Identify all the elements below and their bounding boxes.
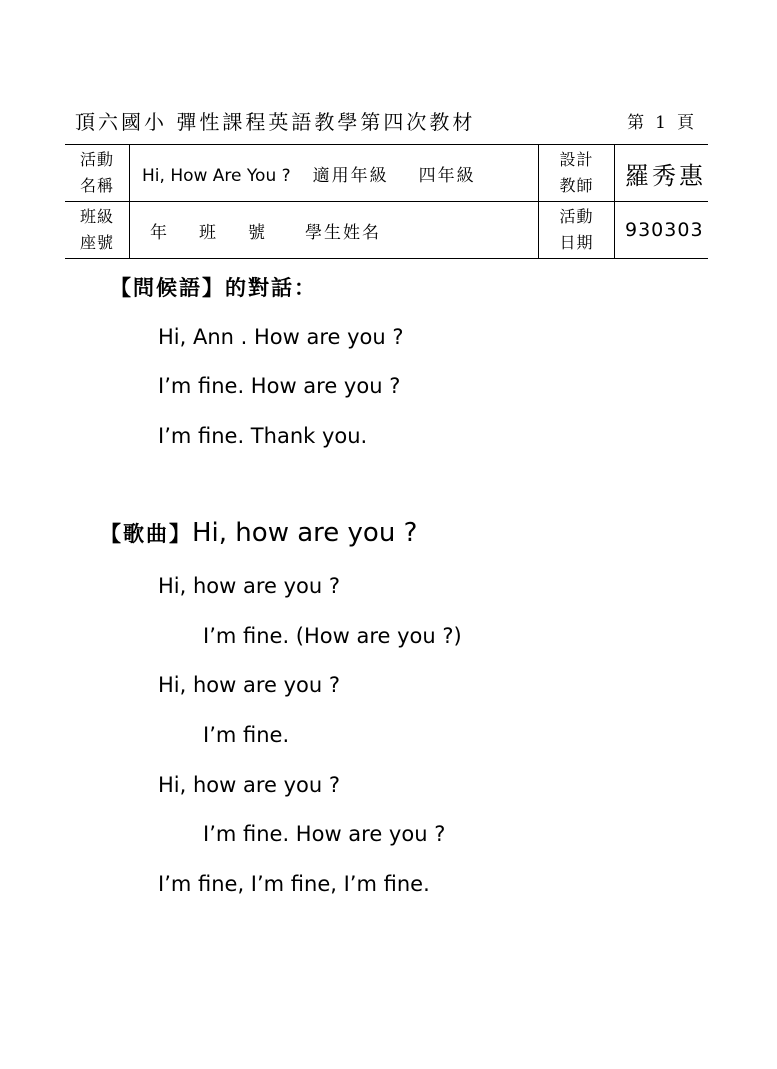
- student-name-label: 學生姓名: [305, 222, 381, 243]
- info-table: [65, 144, 708, 259]
- dialogue-line: I’m fine. Thank you.: [158, 424, 368, 448]
- info-row-activity: [65, 145, 708, 202]
- grade-label: 適用年級: [312, 165, 389, 186]
- page-number: [622, 108, 700, 133]
- activity-date: 930303: [615, 202, 709, 259]
- teacher-name: 羅秀惠: [615, 145, 709, 202]
- class-seat-label: 班級 座號: [65, 202, 130, 259]
- info-row-student: [65, 202, 708, 259]
- song-line: Hi, how are you ?: [158, 773, 341, 797]
- number-label: 號: [248, 222, 265, 243]
- document-header: [75, 106, 700, 134]
- document-title: 頂六國小 彈性課程英語教學第四次教材: [75, 110, 476, 134]
- song-line: I’m fine. (How are you ?): [203, 624, 462, 648]
- grade-value: 四年級: [418, 165, 476, 186]
- song-title: Hi, how are you ?: [192, 518, 418, 548]
- activity-name: Hi, How Are You ?: [142, 165, 291, 186]
- section-greetings-heading: 【問候語】的對話：: [110, 275, 317, 300]
- song-line: Hi, how are you ?: [158, 574, 341, 598]
- song-heading-cn: 【歌曲】: [100, 521, 192, 546]
- song-line: I’m fine.: [203, 723, 290, 747]
- page-prefix: 第: [627, 113, 646, 133]
- song-line: I’m fine. How are you ?: [203, 822, 446, 846]
- activity-name-cell: [130, 145, 539, 202]
- date-label: 活動 日期: [539, 202, 615, 259]
- teacher-label: 設計 教師: [539, 145, 615, 202]
- dialogue-line: I’m fine. How are you ?: [158, 374, 401, 398]
- student-info-cell: [130, 202, 539, 259]
- section-song-heading: [100, 518, 417, 548]
- song-line: I’m fine, I’m fine, I’m fine.: [158, 872, 430, 896]
- song-line: Hi, how are you ?: [158, 673, 341, 697]
- page-number-value: 1: [655, 113, 667, 133]
- class-label: 班: [199, 222, 216, 243]
- page-suffix: 頁: [677, 113, 695, 133]
- activity-name-label: 活動 名稱: [65, 145, 130, 202]
- year-label: 年: [150, 222, 167, 243]
- dialogue-line: Hi, Ann . How are you ?: [158, 325, 404, 349]
